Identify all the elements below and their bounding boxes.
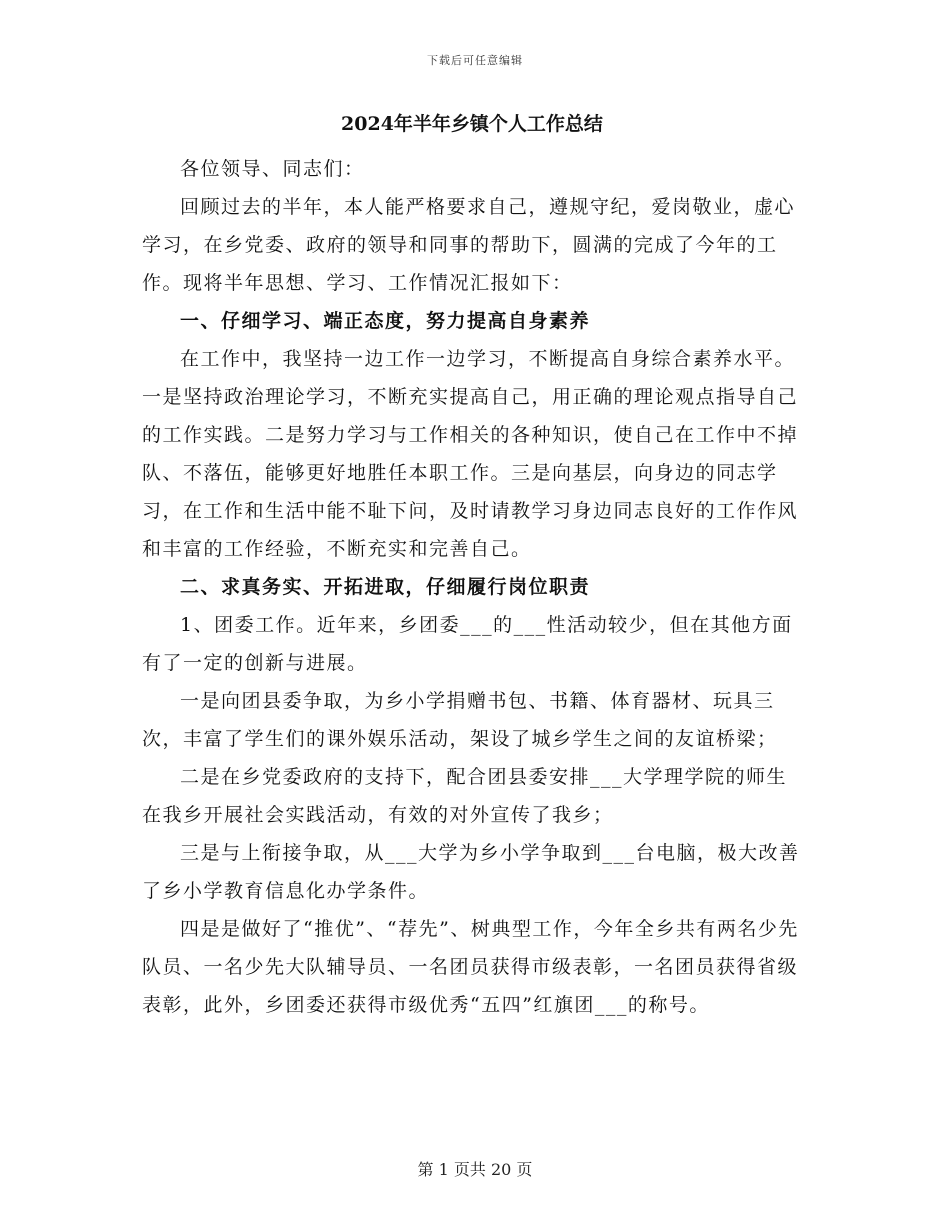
paragraph: 四是是做好了“推优”、“荐先”、树典型工作，今年全乡共有两名少先队员、一名少先大队辅导员、一名团员获得市级表彰，一名团员获得省级表彰，此外，乡团委还获得市级优秀“五四”红旗团___的称号。 [142, 918, 799, 1016]
paragraph: 各位领导、同志们： [180, 158, 365, 180]
paragraph: 1、团委工作。近年来，乡团委___的___性活动较少，但在其他方面有了一定的创新与进展。 [142, 614, 793, 674]
document-body [142, 110, 802, 1024]
paragraph: 在工作中，我坚持一边工作一边学习，不断提高自身综合素养水平。一是坚持政治理论学习，不断充实提高自己，用正确的理论观点指导自己的工作实践。二是努力学习与工作相关的各种知识，使自己在工作中不掉队、不落伍，能够更好地胜任本职工作。三是向基层，向身边的同志学习，在工作和生活中能不耻下问，及时请教学习身边同志良好的工作作风和丰富的工作经验，不断充实和完善自己。 [142, 348, 799, 560]
page-footer: 第 1 页共 20 页 [417, 1160, 533, 1179]
paragraph: 回顾过去的半年，本人能严格要求自己，遵规守纪，爱岗敬业，虚心学习，在乡党委、政府的领导和同事的帮助下，圆满的完成了今年的工作。现将半年思想、学习、工作情况汇报如下： [142, 196, 796, 294]
paragraph-list [142, 150, 802, 1024]
paragraph: 二是在乡党委政府的支持下，配合团县委安排___大学理学院的师生在我乡开展社会实践活动，有效的对外宣传了我乡； [142, 766, 788, 826]
paragraph: 三是与上衔接争取，从___大学为乡小学争取到___台电脑，极大改善了乡小学教育信息化办学条件。 [142, 842, 800, 902]
section-heading: 一、仔细学习、端正态度，努力提高自身素养 [180, 310, 591, 332]
document-title: 2024年半年乡镇个人工作总结 [341, 113, 603, 135]
section-heading: 二、求真务实、开拓进取，仔细履行岗位职责 [180, 576, 591, 598]
page-header: 下载后可任意编辑 [427, 54, 523, 67]
paragraph: 一是向团县委争取，为乡小学捐赠书包、书籍、体育器材、玩具三次，丰富了学生们的课外娱乐活动，架设了城乡学生之间的友谊桥梁； [142, 690, 778, 750]
